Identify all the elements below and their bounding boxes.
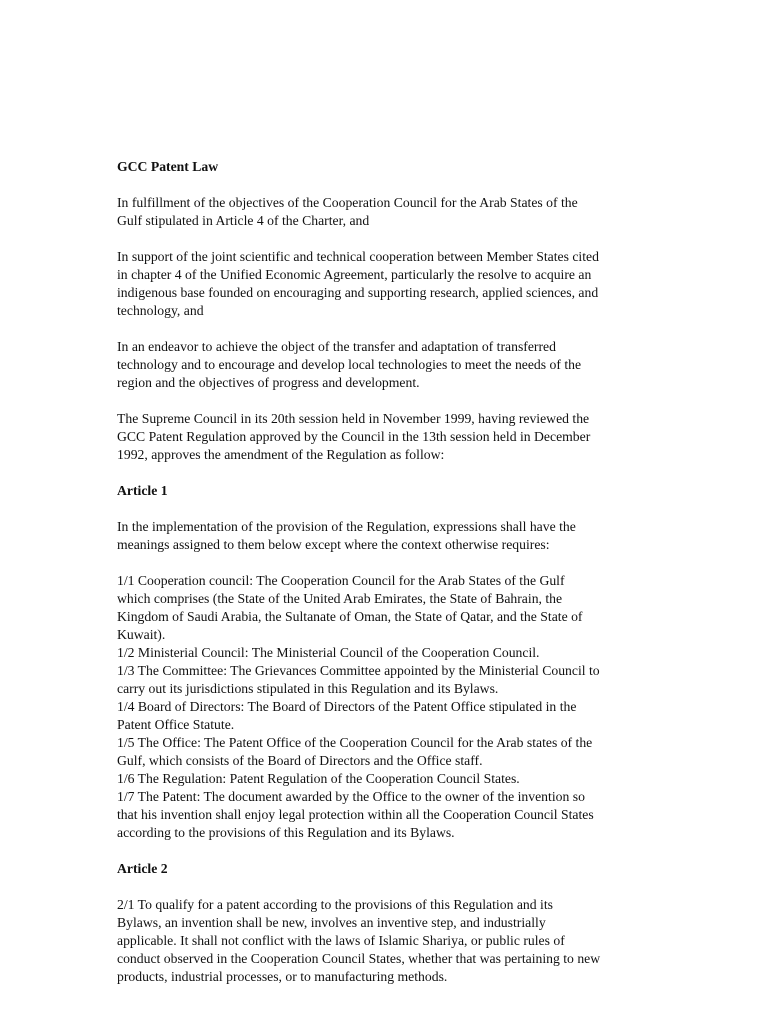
preamble-paragraph-2: In support of the joint scientific and technical cooperation between Member States cited in chapter 4 of the Unified Economic Agreement, particularly the resolve to acquire an indigenous base founded on encouraging and supporting research, applied sciences, and technology, and xyxy=(117,249,599,318)
preamble-paragraph-4: The Supreme Council in its 20th session held in November 1999, having reviewed the GCC Patent Regulation approved by the Council in the 13th session held in December 1992, approves the amendment of the Regulation as follow: xyxy=(117,411,591,462)
document-title: GCC Patent Law xyxy=(117,159,219,174)
definition-1-6: 1/6 The Regulation: Patent Regulation of the Cooperation Council States. xyxy=(117,771,520,786)
preamble-paragraph-3: In an endeavor to achieve the object of the transfer and adaptation of transferred technology and to encourage and develop local technologies to meet the needs of the region and the objectives of progress and development. xyxy=(117,339,582,390)
document-page xyxy=(117,158,657,1004)
definition-1-7: 1/7 The Patent: The document awarded by the Office to the owner of the invention so that his invention shall enjoy legal protection within all the Cooperation Council States according to the provisions of this Regulation and its Bylaws. xyxy=(117,789,594,840)
definition-1-5: 1/5 The Office: The Patent Office of the Cooperation Council for the Arab states of the Gulf, which consists of the Board of Directors and the Office staff. xyxy=(117,735,593,768)
preamble-paragraph-1: In fulfillment of the objectives of the Cooperation Council for the Arab States of the Gulf stipulated in Article 4 of the Charter, and xyxy=(117,195,578,228)
article-1-intro: In the implementation of the provision of the Regulation, expressions shall have the meanings assigned to them below except where the context otherwise requires: xyxy=(117,519,576,552)
definition-1-1: 1/1 Cooperation council: The Cooperation Council for the Arab States of the Gulf which comprises (the State of the United Arab Emirates, the State of Bahrain, the Kingdom of Saudi Arabia, the Sultanate of Oman, the State of Qatar, and the State of Kuwait). xyxy=(117,573,583,642)
definition-1-2: 1/2 Ministerial Council: The Ministerial Council of the Cooperation Council. xyxy=(117,645,540,660)
definition-1-4: 1/4 Board of Directors: The Board of Directors of the Patent Office stipulated in the Patent Office Statute. xyxy=(117,699,577,732)
definition-1-3: 1/3 The Committee: The Grievances Committee appointed by the Ministerial Council to carry out its jurisdictions stipulated in this Regulation and its Bylaws. xyxy=(117,663,600,696)
article-1-heading: Article 1 xyxy=(117,483,168,498)
article-2-text: 2/1 To qualify for a patent according to the provisions of this Regulation and its Bylaws, an invention shall be new, involves an inventive step, and industrially applicable. It shall not conflict with the laws of Islamic Shariya, or public rules of conduct observed in the Cooperation Council States, whether that was pertaining to new products, industrial processes, or to manufacturing methods. xyxy=(117,897,601,984)
article-2-heading: Article 2 xyxy=(117,861,168,876)
article-1-definitions xyxy=(117,572,657,842)
